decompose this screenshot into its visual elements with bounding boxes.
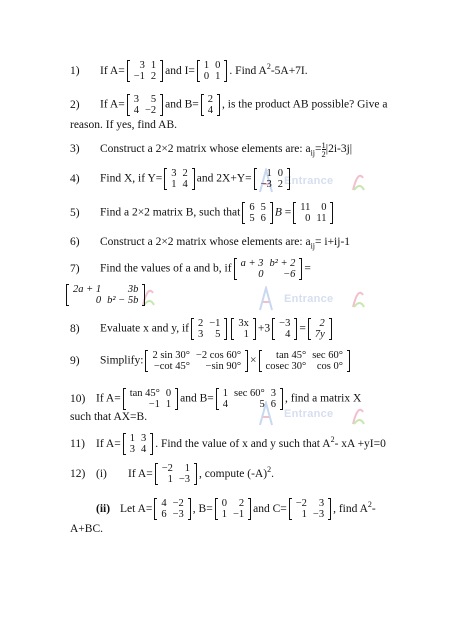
matrix-a: 3 1 −1 2	[127, 60, 163, 82]
question-2: 2) If A= 3 5 4 −2 and B= 2 4 , is the product AB possible? Give a	[70, 94, 388, 116]
matrix-a: −2 1 1 −3	[155, 463, 197, 485]
matrix-a: tan 45° 0 −1 1	[123, 388, 178, 410]
question-number: 7)	[70, 262, 80, 275]
question-9: 9) Simplify: 2 sin 30° −2 cos 60° −cot 45° −sin 90° × tan 45° sec 60° cosec 30° cos 0°	[70, 350, 465, 372]
matrix-x: 3x 1	[231, 318, 256, 340]
question-2-line-2: reason. If yes, find AB.	[70, 119, 177, 131]
question-4: 4) Find X, if Y= 3 2 1 4 and 2X+Y= 1 0 −3 2	[70, 168, 465, 190]
question-12-part-i: 12) (i) If A= −2 1 1 −3 , compute $(-A)^2$.	[70, 463, 274, 486]
question-number: 6)	[70, 236, 80, 248]
matrix-right: 11 0 0 11	[293, 202, 333, 224]
watermark-text: Entrance	[284, 293, 334, 305]
question-10-line-2: such that AX=B.	[70, 411, 148, 423]
matrix-b: 2 4	[201, 94, 220, 116]
question-number: 11)	[70, 437, 85, 450]
matrix-c: −2 3 1 −3	[289, 498, 331, 520]
question-11: 11) If A= 1 3 3 4 . Find the value of x and y such that $A^2-$ xA +yI=0	[70, 433, 386, 456]
matrix-a: 3 5 4 −2	[127, 94, 163, 116]
question-12-line-2: A+BC.	[70, 523, 104, 535]
question-3: 3) Construct a 2×2 matrix whose elements are: $a_{ij}=$ $\frac{1}{2}$ |2i-3j|	[70, 140, 353, 159]
matrix-b: 0 2 1 −1	[215, 498, 251, 520]
matrix-c: −3 4	[272, 318, 297, 340]
q1-mid: and I=	[165, 64, 195, 77]
matrix-a: 4 −2 6 −3	[154, 498, 190, 520]
matrix-i: 1 0 0 1	[197, 60, 228, 82]
matrix-b: 1 sec 60° 3 4 5 6	[216, 388, 283, 410]
question-number: 10)	[70, 392, 86, 405]
question-number: 12)	[70, 467, 86, 480]
matrix-right: 2a + 1 3b 0 b² − 5b	[66, 284, 145, 306]
matrix-right: 2 7y	[308, 318, 332, 340]
question-8: 8) Evaluate x and y, if 2 −1 3 5 3x 1 +3 −3 4 = 2 7y	[70, 318, 465, 340]
question-number: 8)	[70, 322, 80, 335]
question-10: 10) If A= tan 45° 0 −1 1 and B= 1 sec 60° 3 4 5 6 , find a matrix X	[70, 388, 362, 410]
question-number: 1)	[70, 64, 80, 77]
question-number: 9)	[70, 354, 80, 367]
q1-pre: If A=	[100, 64, 125, 77]
matrix-left: a + 3 b² + 2 0 −6	[234, 258, 303, 280]
question-12-part-ii: (ii) Let A= 4 −2 6 −3 , B= 0 2 1 −1 and C= −2 3 1 −3 , find $A^2-$	[96, 498, 376, 521]
question-5: 5) Find a 2×2 matrix B, such that 6 5 5 6 B = 11 0 0 11	[70, 202, 465, 224]
question-number: 2)	[70, 98, 80, 111]
question-number: 5)	[70, 206, 80, 219]
question-7: 7) Find the values of a and b, if a + 3 b² + 2 0 −6 =	[70, 258, 311, 280]
matrix-b: tan 45° sec 60° cosec 30° cos 0°	[259, 350, 350, 372]
matrix-y: 3 2 1 4	[164, 168, 195, 190]
matrix-a: 1 3 3 4	[123, 433, 154, 455]
question-number: 3)	[70, 143, 80, 156]
matrix-a: 2 sin 30° −2 cos 60° −cot 45° −sin 90°	[145, 350, 248, 372]
watermark-text: Entrance	[284, 175, 334, 187]
fraction: $\frac{1}{2}$	[321, 140, 326, 159]
matrix-left: 6 5 5 6	[242, 202, 273, 224]
matrix-a: 2 −1 3 5	[191, 318, 227, 340]
question-number: 4)	[70, 172, 80, 185]
matrix-rhs: 1 0 −3 2	[254, 168, 290, 190]
question-6: 6) Construct a 2×2 matrix whose elements are: $a_{ij}= i+ij-1$	[70, 236, 351, 251]
q1-post: . Find A	[229, 64, 267, 77]
question-1: 1) If A= 3 1 −1 2 and I= 1 0 0 1 . Find $A^2-5A+7I$.	[70, 60, 308, 83]
watermark-text: Entrance	[284, 408, 334, 420]
question-7-line-2	[64, 284, 459, 306]
